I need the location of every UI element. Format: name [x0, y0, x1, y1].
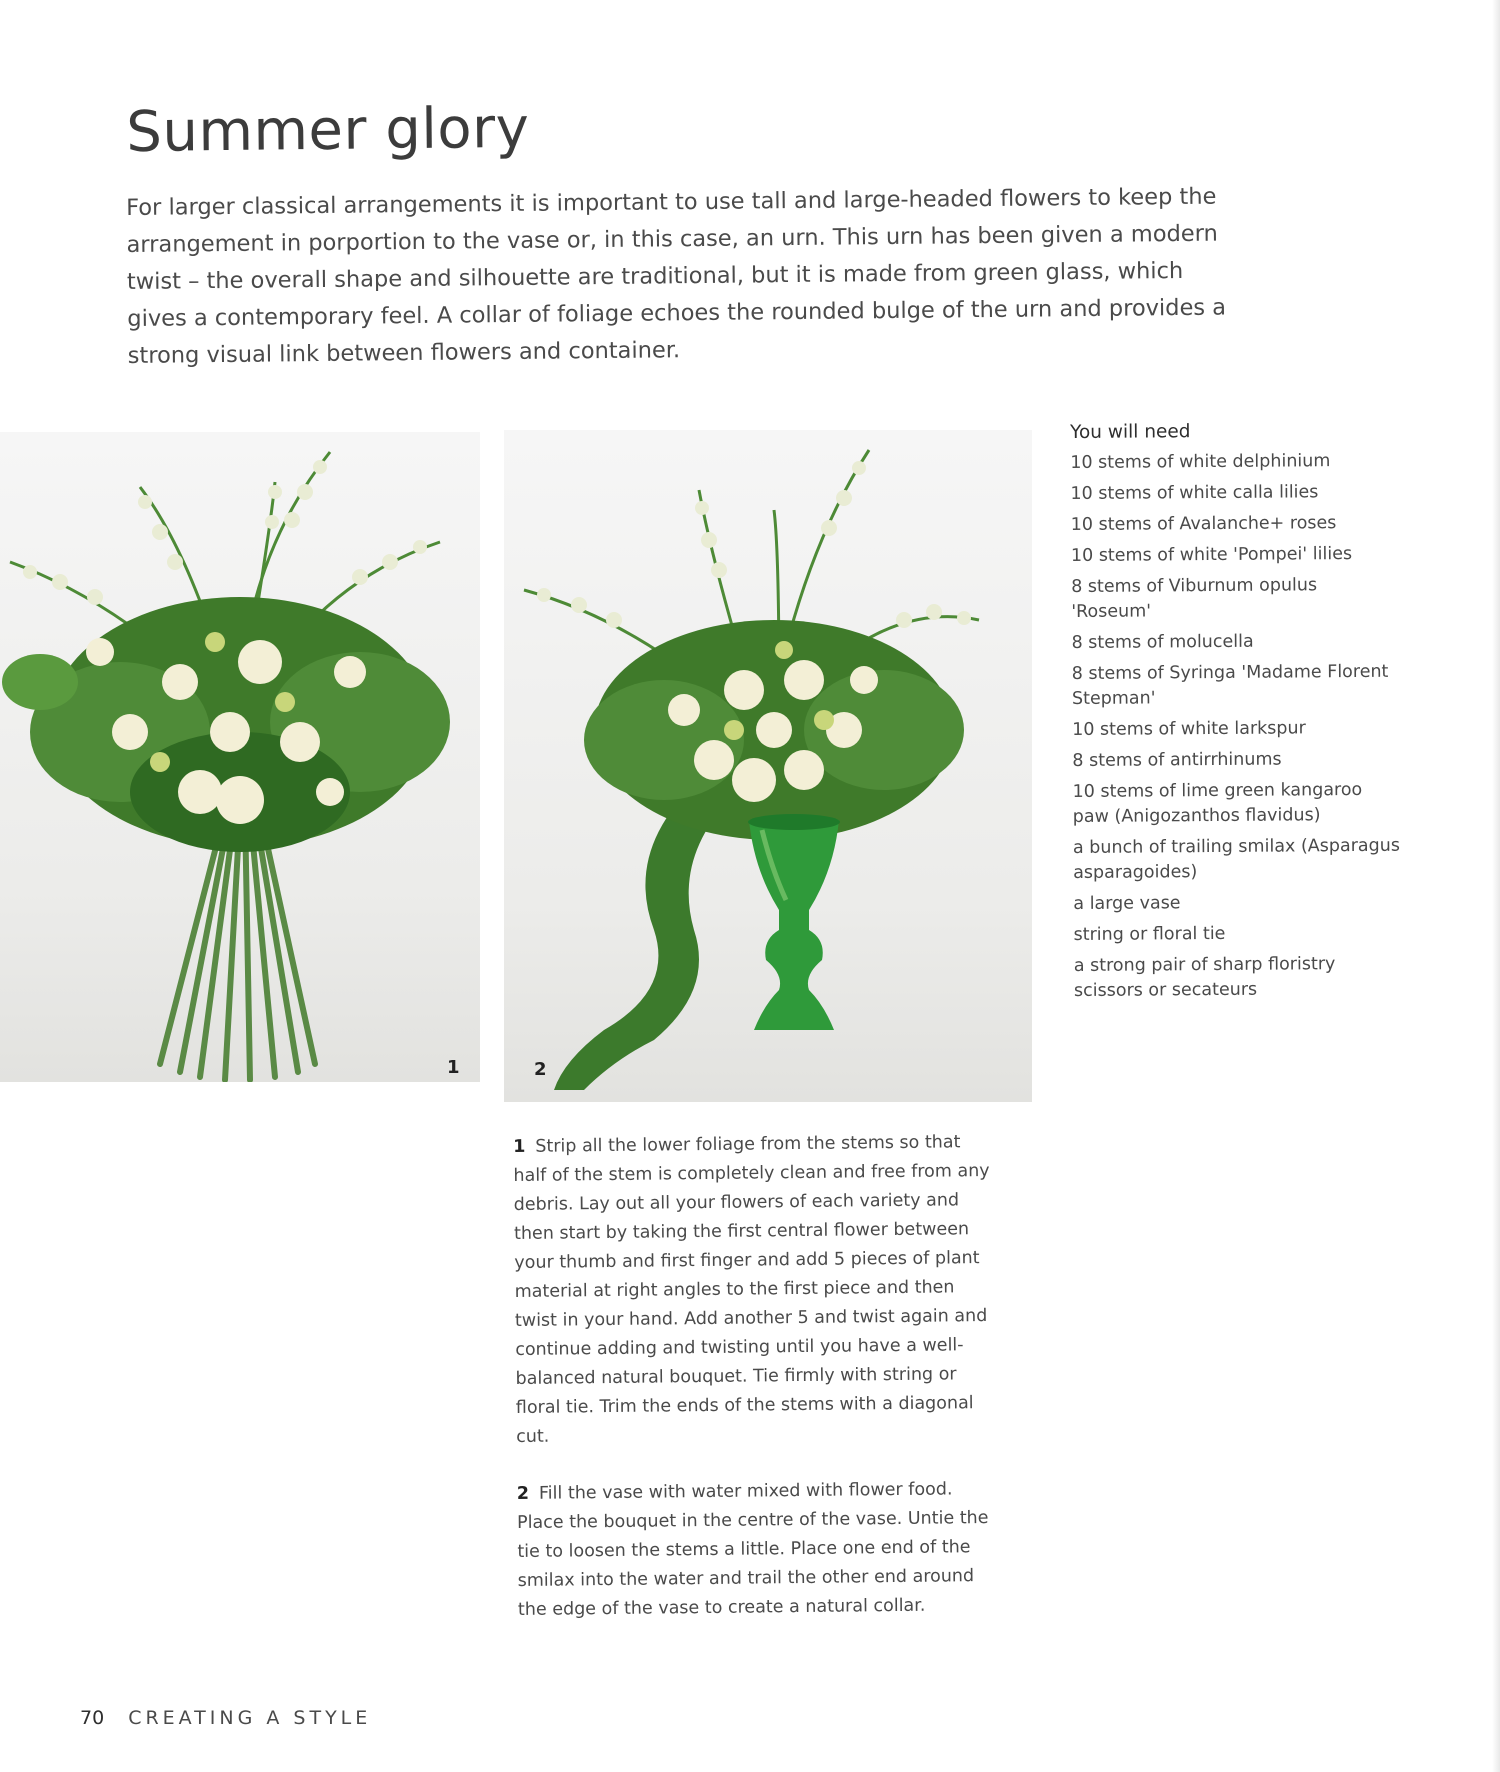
list-item: 10 stems of white 'Pompei' lilies [1070, 544, 1353, 566]
step-number: 1 [513, 1136, 526, 1157]
list-item: 10 stems of white calla lilies [1070, 482, 1319, 504]
list-item: 10 stems of white delphinium [1070, 451, 1331, 473]
list-item: 8 stems of antirrhinums [1072, 749, 1282, 771]
list-item: string or floral tie [1073, 923, 1226, 945]
list-item: 8 stems of Syringa 'Madame Florent Stepman' [1071, 661, 1389, 709]
list-item: 10 stems of lime green kangaroo paw (Anigozanthos flavidus) [1072, 779, 1363, 827]
section-title: CREATING A STYLE [128, 1707, 372, 1729]
instructions [513, 1128, 998, 1653]
you-will-need-heading: You will need [1070, 421, 1191, 443]
bouquet-stems [160, 812, 315, 1080]
step-number: 2 [516, 1483, 530, 1504]
list-item: 10 stems of Avalanche+ roses [1070, 513, 1337, 535]
spike-florets [23, 460, 427, 605]
hand-tied-bouquet-photo [0, 432, 480, 1082]
list-item: 8 stems of molucella [1071, 631, 1254, 653]
intro-paragraph: For larger classical arrangements it is important to use tall and large-headed flowers to keep the arrangement in porportion to the vase or, in this case, an urn. This urn has been given a modern twist – the overall shape and silhouette are traditional, but it is made from green glass, which gives a contemporary feel. A collar of foliage echoes the rounded bulge of the urn and provides a strong visual link between flowers and container. [126, 183, 1227, 369]
page-footer [80, 1707, 371, 1729]
urn-spike-florets [537, 461, 971, 628]
list-item: a bunch of trailing smilax (Asparagus asparagoides) [1072, 835, 1400, 883]
page-number: 70 [80, 1707, 105, 1729]
list-item: a large vase [1073, 893, 1181, 914]
step-2 [517, 1475, 998, 1625]
urn-arrangement-photo [504, 430, 1032, 1102]
page-gutter-shadow [1492, 0, 1500, 1772]
page-title: Summer glory [126, 95, 530, 165]
you-will-need-list [1070, 418, 1404, 1010]
list-item: 8 stems of Viburnum opulus 'Roseum' [1071, 575, 1318, 622]
green-glass-urn [748, 814, 840, 1030]
photo-step-label-1: 1 [447, 1057, 460, 1078]
green-glass-urn-arrangement-photo [504, 430, 1032, 1102]
step-text: Strip all the lower foliage from the stems so that half of the stem is completely clean and free from any debris. Lay out all your flowers of each variety and then start by taking the first central flower between your thumb and first finger and add 5 pieces of plant material at right angles to the first piece and then twist in your hand. Add another 5 and twist again and continue adding and twisting until you have a well-balanced natural bouquet. Tie firmly with string or floral tie. Trim the ends of the stems with a diagonal cut. [513, 1132, 990, 1447]
bouquet-photo [0, 432, 480, 1082]
list-item: 10 stems of white larkspur [1072, 718, 1306, 740]
photo-step-label-2: 2 [534, 1059, 547, 1080]
list-item: a strong pair of sharp floristry scissors or secateurs [1073, 954, 1336, 1001]
step-text: Fill the vase with water mixed with flower food. Place the bouquet in the centre of the vase. Untie the tie to loosen the stems a little. Place one end of the smilax into the water and trail the other end around the edge of the vase to create a natural collar. [516, 1479, 989, 1620]
step-1 [513, 1128, 996, 1452]
